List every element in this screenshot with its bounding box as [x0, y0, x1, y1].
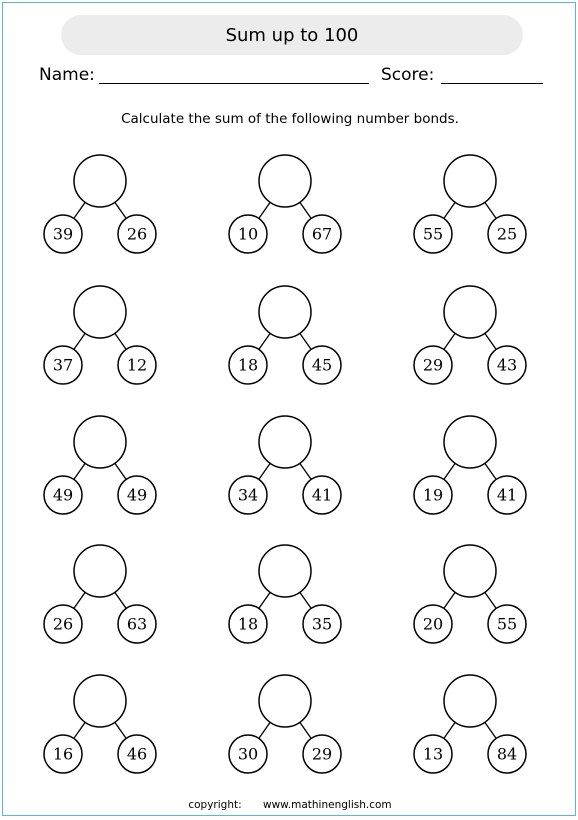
copyright-label: copyright:: [188, 799, 242, 811]
addend-value-right: 45: [311, 355, 333, 375]
website-link[interactable]: www.mathinenglish.com: [262, 799, 392, 811]
sum-answer-circle[interactable]: [74, 155, 126, 207]
bond-connector: [259, 202, 270, 218]
addend-value-left: 39: [52, 224, 74, 244]
bond-connector: [444, 722, 455, 738]
sum-answer-circle[interactable]: [444, 286, 496, 338]
addend-value-right: 41: [496, 485, 518, 505]
sum-answer-circle[interactable]: [444, 545, 496, 597]
addend-value-left: 30: [237, 744, 259, 764]
addend-value-left: 10: [237, 224, 259, 244]
bond-connector: [115, 333, 126, 349]
addend-value-left: 49: [52, 485, 74, 505]
sum-answer-circle[interactable]: [74, 286, 126, 338]
addend-value-right: 29: [311, 744, 333, 764]
bond-connector: [259, 722, 270, 738]
bond-connector: [115, 722, 126, 738]
addend-value-left: 55: [422, 224, 444, 244]
addend-value-right: 46: [126, 744, 148, 764]
sum-answer-circle[interactable]: [259, 286, 311, 338]
bond-connector: [74, 463, 85, 479]
addend-value-left: 37: [52, 355, 74, 375]
bond-connector: [300, 333, 311, 349]
worksheet-page: [2, 2, 576, 816]
addend-value-left: 13: [422, 744, 444, 764]
addend-value-left: 19: [422, 485, 444, 505]
score-label: Score:: [381, 65, 435, 85]
bond-connector: [485, 592, 496, 608]
sum-answer-circle[interactable]: [74, 675, 126, 727]
bond-connector: [115, 202, 126, 218]
addend-value-right: 43: [496, 355, 518, 375]
number-bonds-grid: [3, 3, 577, 793]
sum-answer-circle[interactable]: [444, 155, 496, 207]
bond-connector: [485, 722, 496, 738]
bond-connector: [300, 202, 311, 218]
sum-answer-circle[interactable]: [74, 545, 126, 597]
bond-connector: [259, 463, 270, 479]
bond-connector: [485, 202, 496, 218]
footer: [3, 799, 577, 811]
addend-value-right: 41: [311, 485, 333, 505]
bond-connector: [444, 202, 455, 218]
bond-connector: [115, 592, 126, 608]
bond-connector: [300, 463, 311, 479]
bond-connector: [300, 722, 311, 738]
addend-value-left: 20: [422, 614, 444, 634]
bond-connector: [74, 722, 85, 738]
bond-connector: [300, 592, 311, 608]
addend-value-right: 49: [126, 485, 148, 505]
bond-connector: [444, 592, 455, 608]
bond-connector: [74, 333, 85, 349]
name-label: Name:: [39, 65, 95, 85]
addend-value-left: 29: [422, 355, 444, 375]
bond-connector: [74, 592, 85, 608]
addend-value-left: 18: [237, 614, 259, 634]
addend-value-right: 26: [126, 224, 148, 244]
addend-value-right: 67: [311, 224, 333, 244]
bond-connector: [485, 463, 496, 479]
addend-value-right: 12: [126, 355, 148, 375]
sum-answer-circle[interactable]: [444, 416, 496, 468]
bond-connector: [444, 463, 455, 479]
addend-value-left: 16: [52, 744, 74, 764]
instructions-text: Calculate the sum of the following number bonds.: [121, 111, 459, 127]
addend-value-right: 55: [496, 614, 518, 634]
bond-connector: [74, 202, 85, 218]
bond-connector: [115, 463, 126, 479]
sum-answer-circle[interactable]: [259, 155, 311, 207]
sum-answer-circle[interactable]: [259, 675, 311, 727]
addend-value-left: 26: [52, 614, 74, 634]
sum-answer-circle[interactable]: [259, 416, 311, 468]
sum-answer-circle[interactable]: [259, 545, 311, 597]
addend-value-right: 35: [311, 614, 333, 634]
addend-value-right: 63: [126, 614, 148, 634]
addend-value-left: 18: [237, 355, 259, 375]
sum-answer-circle[interactable]: [444, 675, 496, 727]
bond-connector: [485, 333, 496, 349]
bond-connector: [444, 333, 455, 349]
sum-answer-circle[interactable]: [74, 416, 126, 468]
addend-value-right: 25: [496, 224, 518, 244]
addend-value-left: 34: [237, 485, 259, 505]
addend-value-right: 84: [496, 744, 518, 764]
bond-connector: [259, 333, 270, 349]
page-title: Sum up to 100: [225, 24, 359, 46]
bond-connector: [259, 592, 270, 608]
